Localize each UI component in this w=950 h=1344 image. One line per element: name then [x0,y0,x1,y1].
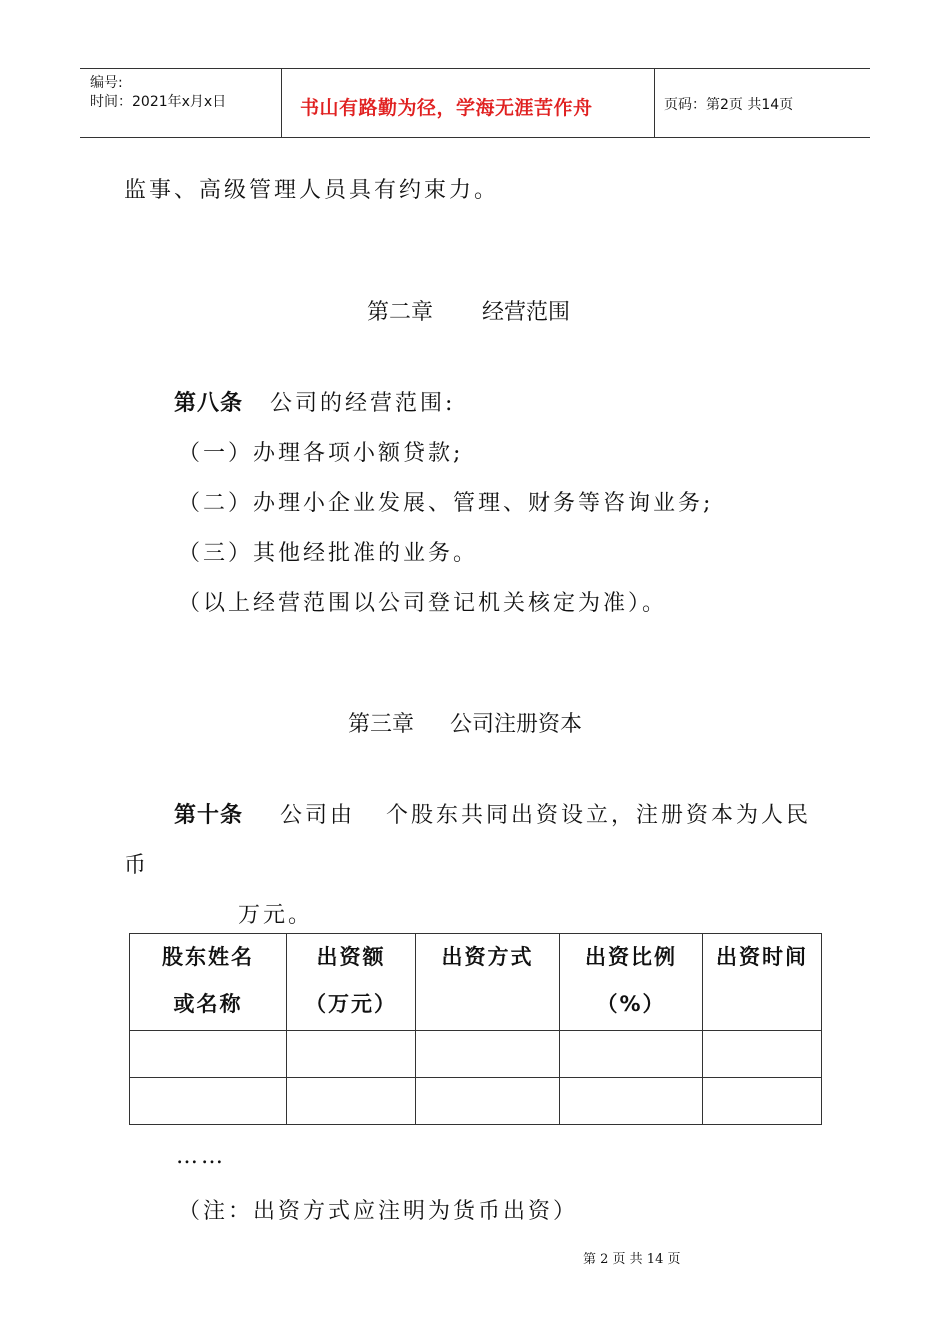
table-cell [287,1078,416,1125]
article10-text: 万元。 [238,903,314,928]
article8-item: （以上经营范围以公司登记机关核定为准）。 [178,591,668,616]
table-row [130,1031,822,1078]
article10-label: 第十条 [174,803,244,828]
article10-text: 个股东共同出资设立，注册资本为人民 [386,803,812,828]
header-motto: 书山有路勤为径，学海无涯苦作舟 [300,97,593,119]
header-divider [654,69,655,137]
document-number-label: 编号: [90,75,123,91]
table-cell [416,1031,560,1078]
continuation-text: 监事、高级管理人员具有约束力。 [124,178,500,203]
table-header: 出资比例 （%） [560,934,703,1031]
chapter2-title: 经营范围 [482,300,571,325]
chapter2-number: 第二章 [367,300,434,325]
article8-item: （一）办理各项小额贷款; [178,441,464,466]
chapter3-title: 公司注册资本 [450,712,583,737]
table-header-row [130,934,822,1031]
document-date-label: 时间：2021年x月x日 [90,94,227,110]
table-header: 股东姓名 或名称 [130,934,287,1031]
table-cell [703,1078,822,1125]
table-cell [130,1031,287,1078]
table-cell [416,1078,560,1125]
table-cell [560,1078,703,1125]
table-cell [560,1031,703,1078]
table-row [130,1078,822,1125]
article8-item: （二）办理小企业发展、管理、财务等咨询业务; [178,491,714,516]
article8-item: （三）其他经批准的业务。 [178,541,479,566]
article10-text: 公司由 [280,803,356,828]
contribution-note: （注：出资方式应注明为货币出资） [178,1199,579,1224]
table-header: 出资时间 [703,934,822,1031]
table-cell [703,1031,822,1078]
article10-text: 币 [124,853,150,878]
chapter3-number: 第三章 [348,712,415,737]
table-header: 出资方式 [416,934,560,1031]
table-cell [287,1031,416,1078]
article8-label: 第八条 [174,391,244,416]
header-divider [281,69,282,137]
ellipsis-text: …… [176,1144,226,1169]
table-cell [130,1078,287,1125]
article8-text: 公司的经营范围: [270,391,456,416]
capital-contribution-table [129,933,822,1125]
table-header: 出资额 （万元） [287,934,416,1031]
page-footer: 第 2 页 共 14 页 [583,1252,681,1267]
header-page-label: 页码：第2页 共14页 [664,97,794,113]
